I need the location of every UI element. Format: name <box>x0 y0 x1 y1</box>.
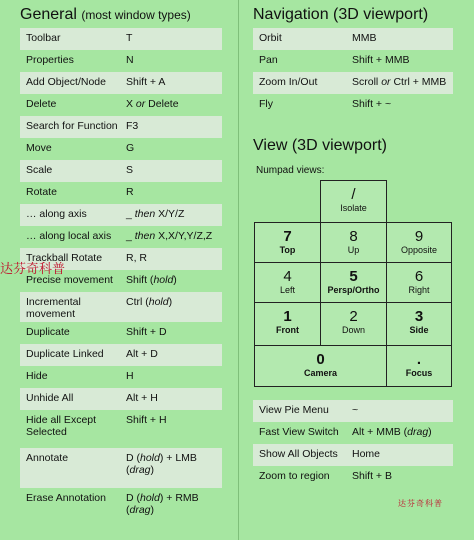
right-column <box>253 0 453 488</box>
table-row <box>20 410 222 448</box>
shortcut-action: … along axis <box>26 208 87 220</box>
table-row <box>20 226 222 248</box>
navigation-heading: Navigation (3D viewport) <box>253 6 429 23</box>
shortcut-keys: Shift + ~ <box>352 98 392 110</box>
table-row <box>20 488 222 528</box>
shortcut-action: Duplicate Linked <box>26 348 104 360</box>
shortcut-keys: N <box>126 54 134 66</box>
shortcut-action: Trackball Rotate <box>26 252 103 264</box>
shortcut-keys: G <box>126 142 135 154</box>
numpad-key-9 <box>386 222 452 263</box>
shortcut-action: Add Object/Node <box>26 76 106 88</box>
numpad-key-dot <box>386 345 452 387</box>
shortcut-action: Precise movement <box>26 274 113 286</box>
table-row <box>20 292 222 322</box>
table-row <box>253 94 453 116</box>
numpad-key-7 <box>254 222 321 263</box>
shortcut-keys: Scroll or Ctrl + MMB <box>352 76 447 88</box>
table-row <box>253 422 453 444</box>
view-heading: View (3D viewport) <box>253 137 387 154</box>
key-number: 1 <box>283 308 292 325</box>
table-row <box>20 448 222 488</box>
key-label: Isolate <box>340 203 367 213</box>
table-row <box>253 72 453 94</box>
shortcut-keys: F3 <box>126 120 139 132</box>
key-label: Top <box>279 245 296 255</box>
table-row <box>20 160 222 182</box>
shortcut-keys: _ then X,X/Y,Y/Z,Z <box>126 230 213 242</box>
key-number: 6 <box>414 268 424 285</box>
shortcut-keys: H <box>126 370 134 382</box>
shortcut-action: Fly <box>259 98 273 110</box>
shortcut-keys: Alt + D <box>126 348 158 360</box>
table-row <box>253 28 453 50</box>
numpad-key-0 <box>254 345 387 387</box>
shortcut-action: Toolbar <box>26 32 61 44</box>
numpad-key-slash <box>320 180 387 223</box>
table-row <box>20 366 222 388</box>
numpad-key-8 <box>320 222 387 263</box>
shortcut-action: Pan <box>259 54 278 66</box>
numpad-key-6 <box>386 262 452 303</box>
table-row <box>253 400 453 422</box>
key-label: Right <box>408 285 430 295</box>
table-row <box>20 28 222 50</box>
table-row <box>20 94 222 116</box>
key-number: 7 <box>283 228 292 245</box>
shortcut-action: Hide <box>26 370 48 382</box>
shortcut-keys: Ctrl (hold) <box>126 296 173 308</box>
table-row <box>20 72 222 94</box>
shortcut-action: Orbit <box>259 32 282 44</box>
shortcut-action: Scale <box>26 164 53 176</box>
shortcut-keys: Shift (hold) <box>126 274 177 286</box>
shortcut-action: Erase Annotation <box>26 492 106 504</box>
table-row <box>20 388 222 410</box>
key-label: Camera <box>303 368 338 378</box>
shortcut-keys: Alt + MMB (drag) <box>352 426 432 438</box>
view-table <box>253 400 453 488</box>
key-label: Down <box>341 325 365 335</box>
general-subtitle: (most window types) <box>81 8 191 22</box>
navigation-table <box>253 28 453 116</box>
key-number: 9 <box>414 228 424 245</box>
key-number: / <box>351 186 356 203</box>
shortcut-action: Zoom In/Out <box>259 76 318 88</box>
shortcut-action: Annotate <box>26 452 69 464</box>
general-title: General <box>20 6 77 23</box>
shortcut-keys: T <box>126 32 133 44</box>
shortcut-keys: R <box>126 186 134 198</box>
shortcut-keys: S <box>126 164 134 176</box>
shortcut-action: Zoom to region <box>259 470 330 482</box>
key-number: 3 <box>414 308 424 325</box>
shortcut-action: Show All Objects <box>259 448 338 460</box>
shortcut-keys: Shift + MMB <box>352 54 410 66</box>
key-number: 8 <box>349 228 358 245</box>
shortcut-action: Move <box>26 142 52 154</box>
shortcut-action: Fast View Switch <box>259 426 339 438</box>
shortcut-action: Incremental movement <box>26 296 81 320</box>
shortcut-keys: Home <box>352 448 381 460</box>
numpad-diagram <box>254 180 452 388</box>
numpad-key-4 <box>254 262 321 303</box>
table-row <box>20 204 222 226</box>
table-row <box>20 138 222 160</box>
shortcut-keys: Shift + A <box>126 76 166 88</box>
table-row <box>20 182 222 204</box>
shortcut-keys: Shift + D <box>126 326 167 338</box>
key-number: 2 <box>349 308 358 325</box>
key-number: . <box>416 351 422 368</box>
watermark-small: 达芬奇科普 <box>398 499 443 508</box>
table-row <box>20 322 222 344</box>
key-label: Front <box>276 325 299 335</box>
column-divider <box>238 0 239 540</box>
shortcut-keys: X or Delete <box>126 98 179 110</box>
shortcut-keys: D (hold) + LMB (drag) <box>126 452 197 476</box>
shortcut-action: Search for Function <box>26 120 118 132</box>
shortcut-keys: D (hold) + RMB (drag) <box>126 492 199 516</box>
shortcut-action: Unhide All <box>26 392 74 404</box>
shortcut-action: View Pie Menu <box>259 404 329 416</box>
shortcut-action: Delete <box>26 98 57 110</box>
shortcut-action: Duplicate <box>26 326 70 338</box>
table-row <box>253 444 453 466</box>
table-row <box>253 466 453 488</box>
key-label: Up <box>347 245 360 255</box>
general-table <box>20 28 222 528</box>
table-row <box>20 116 222 138</box>
shortcut-action: Properties <box>26 54 74 66</box>
shortcut-action: Rotate <box>26 186 57 198</box>
shortcut-keys: ~ <box>352 404 359 416</box>
key-number: 0 <box>316 351 325 368</box>
key-number: 5 <box>349 268 358 285</box>
table-row <box>20 50 222 72</box>
key-number: 4 <box>283 268 292 285</box>
key-label: Focus <box>405 368 433 378</box>
table-row <box>253 50 453 72</box>
general-heading <box>20 0 222 28</box>
shortcut-keys: Shift + B <box>352 470 392 482</box>
shortcut-keys: Shift + H <box>126 414 167 426</box>
key-label: Left <box>279 285 295 295</box>
numpad-key-2 <box>320 302 387 346</box>
numpad-key-3 <box>386 302 452 346</box>
key-label: Persp/Ortho <box>327 285 380 295</box>
watermark: 达芬奇科普 <box>0 262 66 277</box>
shortcut-keys: Alt + H <box>126 392 158 404</box>
shortcut-keys: _ then X/Y/Z <box>126 208 185 220</box>
key-label: Side <box>409 325 429 335</box>
numpad-key-1 <box>254 302 321 346</box>
shortcut-keys: MMB <box>352 32 377 44</box>
shortcut-action: Hide all Except Selected <box>26 414 97 438</box>
shortcut-action: … along local axis <box>26 230 112 242</box>
key-label: Opposite <box>400 245 438 255</box>
table-row <box>20 344 222 366</box>
numpad-label: Numpad views: <box>256 165 325 176</box>
shortcut-keys: R, R <box>126 252 147 264</box>
numpad-key-5 <box>320 262 387 303</box>
